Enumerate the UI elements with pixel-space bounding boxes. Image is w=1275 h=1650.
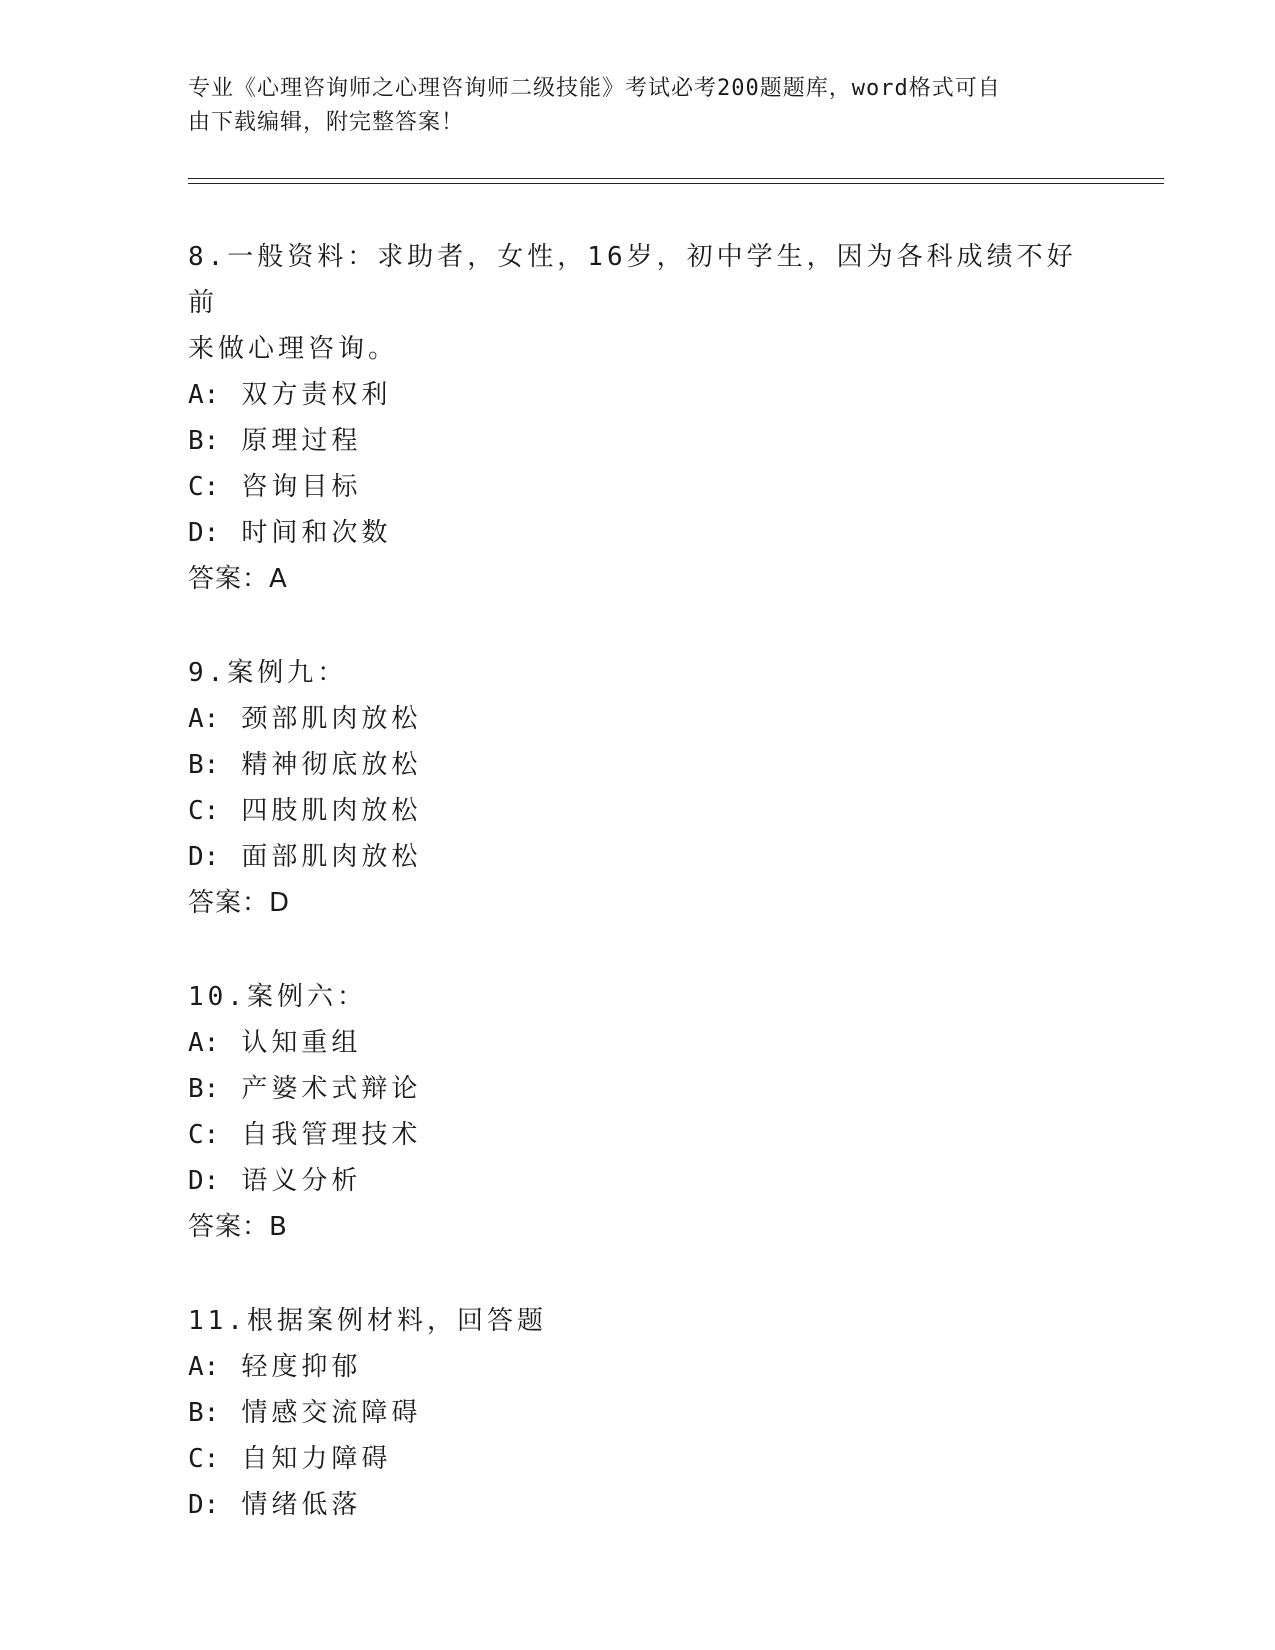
option-c	[188, 464, 1088, 510]
option-d	[188, 834, 1088, 880]
question-8	[188, 234, 1088, 602]
option-c	[188, 788, 1088, 834]
option-d	[188, 510, 1088, 556]
question-10	[188, 974, 1088, 1250]
option-text: 四肢肌肉放松	[241, 796, 422, 826]
question-stem: 9.案例九：	[188, 658, 348, 688]
option-text: 轻度抑郁	[241, 1352, 362, 1382]
option-c	[188, 1112, 1088, 1158]
option-b	[188, 418, 1088, 464]
option-key: B:	[188, 750, 220, 780]
header-divider-bottom	[188, 183, 1164, 184]
answer-line: 答案：B	[188, 1212, 288, 1242]
option-key: D:	[188, 518, 220, 548]
question-9	[188, 650, 1088, 926]
option-key: B:	[188, 1074, 220, 1104]
option-a	[188, 1020, 1088, 1066]
question-list	[188, 234, 1088, 1576]
header-divider-top	[188, 178, 1164, 179]
option-text: 情感交流障碍	[241, 1398, 422, 1428]
question-stem: 8.一般资料：求助者，女性，16岁，初中学生，因为各科成绩不好前	[188, 242, 1077, 318]
option-text: 原理过程	[241, 426, 362, 456]
option-key: A:	[188, 704, 220, 734]
option-key: D:	[188, 1166, 220, 1196]
option-d	[188, 1482, 1088, 1528]
answer-line: 答案：D	[188, 888, 291, 918]
option-key: A:	[188, 1028, 220, 1058]
option-c	[188, 1436, 1088, 1482]
option-b	[188, 742, 1088, 788]
question-11	[188, 1298, 1088, 1528]
option-text: 情绪低落	[241, 1490, 362, 1520]
option-text: 产婆术式辩论	[241, 1074, 422, 1104]
option-key: A:	[188, 380, 220, 410]
option-text: 认知重组	[241, 1028, 362, 1058]
option-key: D:	[188, 1490, 220, 1520]
option-text: 双方责权利	[241, 380, 392, 410]
question-stem: 11.根据案例材料，回答题	[188, 1306, 547, 1336]
option-key: A:	[188, 1352, 220, 1382]
option-text: 自知力障碍	[241, 1444, 392, 1474]
option-key: C:	[188, 472, 220, 502]
intro-line-2: 由下载编辑，附完整答案！	[188, 110, 465, 135]
document-intro	[188, 72, 1068, 140]
option-d	[188, 1158, 1088, 1204]
option-b	[188, 1390, 1088, 1436]
option-key: C:	[188, 1120, 220, 1150]
option-key: B:	[188, 1398, 220, 1428]
option-text: 自我管理技术	[241, 1120, 422, 1150]
question-stem: 10.案例六：	[188, 982, 367, 1012]
option-text: 咨询目标	[241, 472, 362, 502]
option-b	[188, 1066, 1088, 1112]
option-text: 颈部肌肉放松	[241, 704, 422, 734]
question-stem-continued: 来做心理咨询。	[188, 334, 399, 364]
option-text: 精神彻底放松	[241, 750, 422, 780]
option-key: D:	[188, 842, 220, 872]
option-text: 语义分析	[241, 1166, 362, 1196]
answer-line: 答案：A	[188, 564, 288, 594]
intro-line-1: 专业《心理咨询师之心理咨询师二级技能》考试必考200题题库，word格式可自	[188, 76, 1001, 101]
option-key: C:	[188, 1444, 220, 1474]
option-a	[188, 372, 1088, 418]
option-text: 面部肌肉放松	[241, 842, 422, 872]
option-text: 时间和次数	[241, 518, 392, 548]
option-key: B:	[188, 426, 220, 456]
option-key: C:	[188, 796, 220, 826]
option-a	[188, 1344, 1088, 1390]
option-a	[188, 696, 1088, 742]
